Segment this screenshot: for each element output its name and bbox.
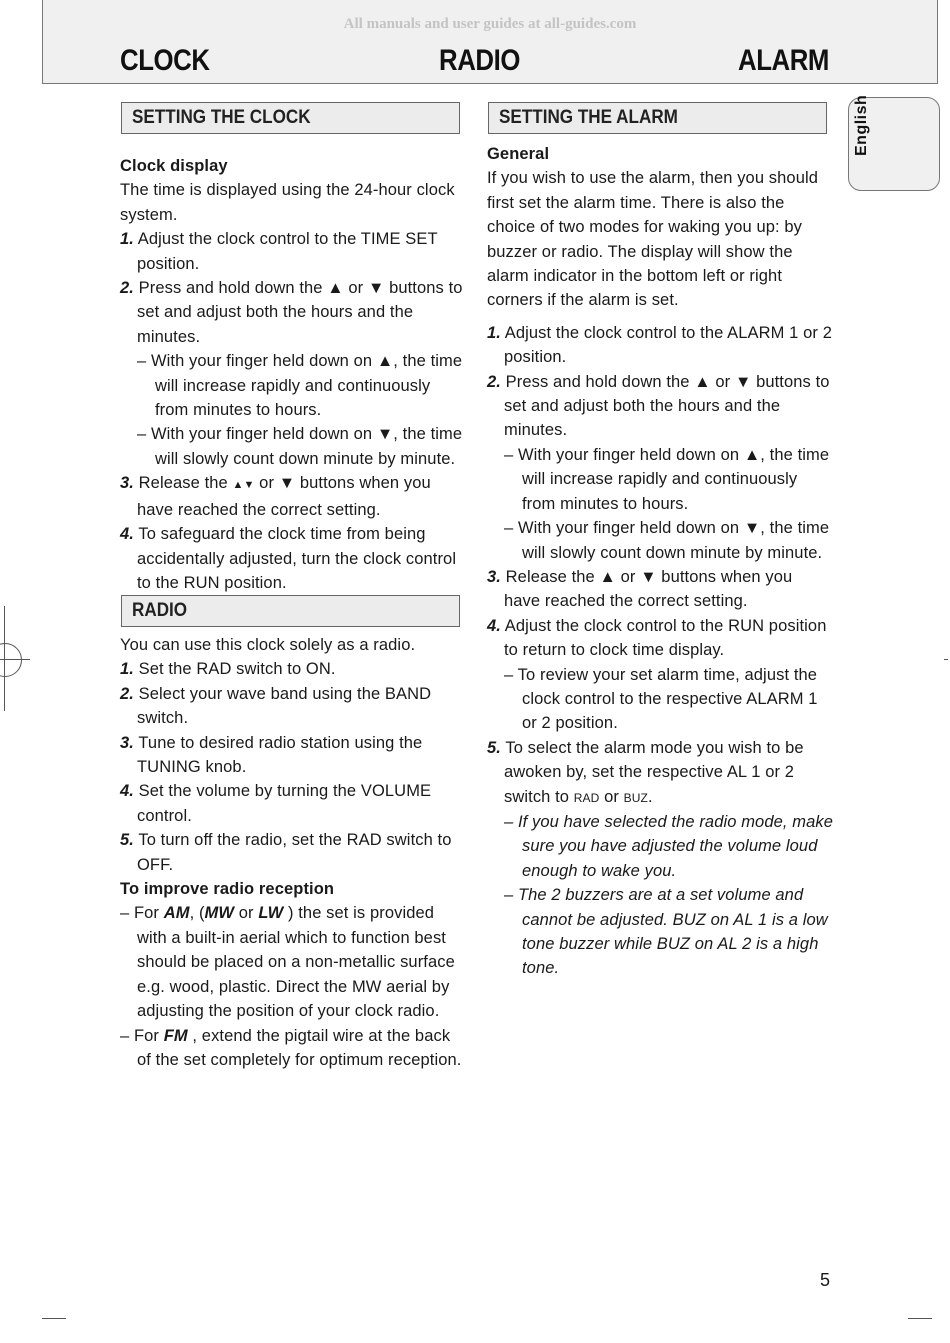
up-arrow-icon: ▲: [694, 372, 711, 391]
reception-am: – For AM, (MW or LW ) the set is provided with a built-in aerial which to function best should be placed on a non-metallic surface e.g. wood, plastic. Direct the MW aerial by adjusting the position of your clock radio.: [120, 904, 455, 1021]
reception-heading: To improve radio reception: [120, 880, 335, 899]
alarm-step-1: 1. Adjust the clock control to the ALARM 1 or 2 position.: [487, 323, 832, 367]
down-arrow-icon: ▼: [367, 279, 385, 298]
alarm-step-4: 4. Adjust the clock control to the RUN position to return to clock time display.: [487, 616, 827, 660]
crop-mark: [944, 659, 948, 660]
registration-circle: [0, 643, 22, 677]
language-label: English: [853, 94, 870, 156]
radio-section-body: [120, 633, 468, 1072]
up-arrow-icon: ▲: [743, 445, 761, 464]
up-arrow-icon: ▲: [327, 279, 344, 298]
down-arrow-icon: ▼: [734, 372, 752, 391]
radio-step-5: 5. To turn off the radio, set the RAD switch to OFF.: [120, 831, 452, 874]
down-arrow-icon: ▼: [743, 519, 761, 538]
watermark: All manuals and user guides at all-guides.com: [343, 16, 637, 32]
radio-step-2: 2. Select your wave band using the BAND switch.: [120, 684, 432, 728]
up-arrow-icon: ▲: [599, 567, 616, 586]
alarm-dash-up: – With your finger held down on ▲, the time will increase rapidly and continuously from minutes to hours.: [504, 445, 830, 513]
radio-step-4: 4. Set the volume by turning the VOLUME control.: [120, 782, 432, 825]
crop-mark: [908, 1318, 932, 1319]
clock-step-1: 1. Adjust the clock control to the TIME SET position.: [120, 230, 438, 273]
header-clock: CLOCK: [120, 44, 210, 77]
alarm-step-5: 5. To select the alarm mode you wish to be awoken by, set the respective AL 1 or 2 switch to RAD or BUZ.: [487, 738, 804, 806]
alarm-note-radio: – If you have selected the radio mode, make sure you have adjusted the volume loud enough to wake you.: [504, 812, 833, 880]
alarm-intro: If you wish to use the alarm, then you should first set the alarm time. There is also the choice of two modes for waking you up: by buzzer or radio. The display will show the alarm indicator in the bottom left or right corners if the alarm is set.: [487, 169, 819, 310]
down-arrow-icon: ▼: [640, 567, 657, 586]
reception-fm: – For FM , extend the pigtail wire at the back of the set completely for optimum reception.: [120, 1026, 462, 1069]
alarm-dash-review: – To review your set alarm time, adjust the clock control to the respective ALARM 1 or 2 position.: [504, 665, 818, 733]
down-arrow-icon: ▼: [278, 474, 296, 493]
alarm-note-buzzer: – The 2 buzzers are at a set volume and cannot be adjusted. BUZ on AL 1 is a low tone buzzer while BUZ on AL 2 is a high tone.: [504, 886, 828, 978]
alarm-step-3: 3. Release the ▲ or ▼ buttons when you have reached the correct setting.: [487, 567, 793, 611]
header-alarm: ALARM: [738, 44, 829, 77]
up-down-arrow-icon: ▲▼: [232, 479, 255, 492]
page-number: 5: [820, 1270, 831, 1290]
clock-intro: The time is displayed using the 24-hour clock system.: [120, 181, 455, 224]
alarm-dash-down: – With your finger held down on ▼, the time will slowly count down minute by minute.: [504, 519, 830, 562]
section-radio: RADIO: [121, 595, 460, 627]
alarm-section-body: [487, 142, 833, 981]
radio-step-1: 1. Set the RAD switch to ON.: [120, 660, 336, 679]
down-arrow-icon: ▼: [376, 425, 394, 444]
section-setting-clock: SETTING THE CLOCK: [121, 102, 460, 134]
section-setting-alarm: SETTING THE ALARM: [488, 102, 827, 134]
alarm-step-2: 2. Press and hold down the ▲ or ▼ buttons to set and adjust both the hours and the minutes.: [487, 372, 830, 440]
clock-step-4: 4. To safeguard the clock time from being accidentally adjusted, turn the clock control to the RUN position.: [120, 525, 457, 592]
crop-mark: [42, 1318, 66, 1319]
clock-dash-down: – With your finger held down on ▼, the time will slowly count down minute by minute.: [137, 425, 463, 468]
alarm-general-heading: General: [487, 145, 550, 163]
radio-intro: You can use this clock solely as a radio.: [120, 636, 416, 654]
clock-step-3: 3. Release the ▲▼ or ▼ buttons when you have reached the correct setting.: [120, 474, 431, 519]
clock-section-body: [120, 154, 468, 595]
clock-step-2: 2. Press and hold down the ▲ or ▼ buttons to set and adjust both the hours and the minutes.: [120, 279, 463, 346]
header-radio: RADIO: [439, 44, 520, 77]
clock-display-heading: Clock display: [120, 157, 228, 175]
up-arrow-icon: ▲: [376, 352, 394, 371]
radio-step-3: 3. Tune to desired radio station using the TUNING knob.: [120, 733, 423, 777]
clock-dash-up: – With your finger held down on ▲, the time will increase rapidly and continuously from minutes to hours.: [137, 352, 463, 420]
